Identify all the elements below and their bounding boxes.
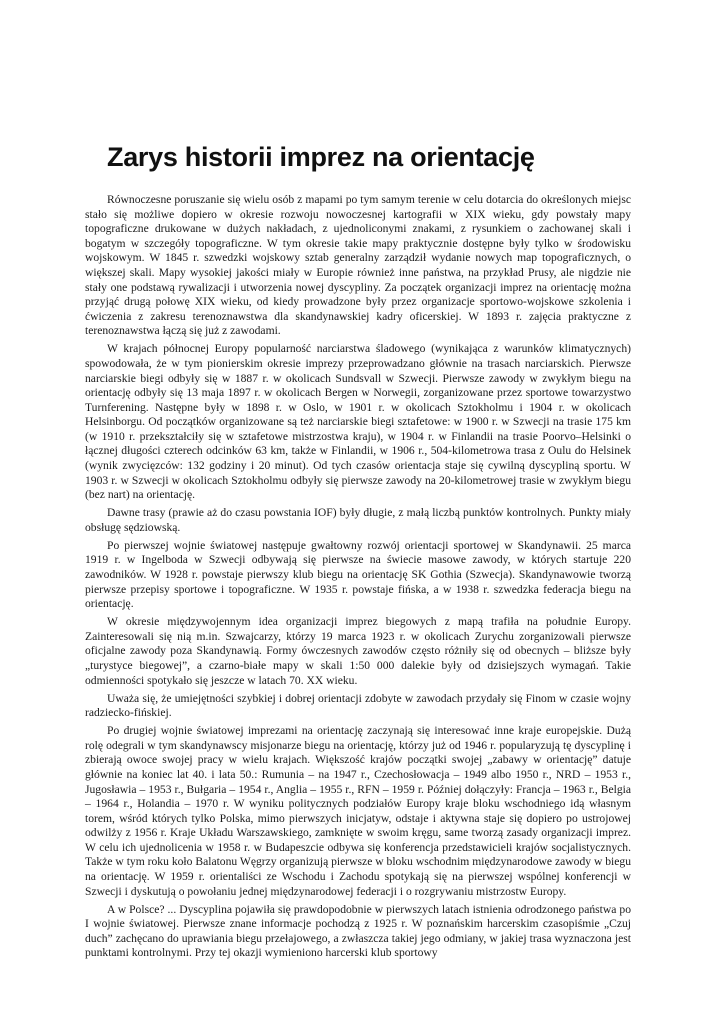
body-paragraph: Równoczesne poruszanie się wielu osób z mapami po tym samym terenie w celu dotarcia do określonych miejsc stało się możliwe dopiero w okresie rozwoju nowoczesnej kartografii w XIX wieku, gdy powstały mapy topograficzne drukowane w dużych nakładach, z ujednoliconymi znakami, z rysunkiem o zachowanej skali i bogatym w szczegóły topograficzne. W tym okresie takie mapy praktycznie dostępne były tylko w środowisku wojskowym. W 1845 r. szwedzki wojskowy sztab generalny zarządził wydanie nowych map topograficznych, o większej skali. Mapy wysokiej jakości miały w Europie również inne państwa, na przykład Prusy, ale nigdzie nie stały one podstawą rywalizacji i utworzenia nowej dyscypliny. Za początek organizacji imprez na orientację można przyjąć drugą połowę XIX wieku, od kiedy prowadzone były przez organizacje sportowo-wojskowe szkolenia i ćwiczenia z zakresu terenoznawstwa dla skandynawskiej kadry oficerskiej. W 1893 r. zajęcia praktyczne z terenoznawstwa łączą się już z zawodami.: [85, 193, 631, 338]
body-paragraph: Po drugiej wojnie światowej imprezami na orientację zaczynają się interesować inne kraje europejskie. Dużą rolę odegrali w tym skandynawscy misjonarze biegu na orientację, którzy już od 1946 r. popularyzują tę dyscyplinę i zbierają owoce swojej pracy w wielu krajach. Większość krajów początki swojej „zabawy w orientację” datuje głównie na koniec lat 40. i lata 50.: Rumunia – na 1947 r., Czechosłowacja – 1949 albo 1950 r., NRD – 1953 r., Jugosławia – 1953 r., Bułgaria – 1954 r., Anglia – 1955 r., RFN – 1959 r. Później dołączyły: Francja – 1963 r., Belgia – 1964 r., Holandia – 1970 r. W wyniku politycznych podziałów Europy kraje bloku wschodniego idą własnym torem, wśród których tylko Polska, mimo pierwszych inicjatyw, odstaje i aktywna staje się dopiero po ustrojowej odwilży z 1956 r. Kraje Układu Warszawskiego, zamknięte w swoim kręgu, same tworzą zasady organizacji imprez. W celu ich ujednolicenia w 1958 r. w Budapeszcie odbywa się konferencja przedstawicieli krajów socjalistycznych. Także w tym roku koło Balatonu Węgrzy organizują pierwsze w bloku wschodnim międzynarodowe zawody w biegu na orientację. W 1959 r. orientaliści ze Wschodu i Zachodu spotykają się na pierwszej wspólnej konferencji w Szwecji i dyskutują o powołaniu jednej międzynarodowej federacji i o rozgrywaniu mistrzostw Europy.: [85, 724, 631, 898]
body-paragraph: A w Polsce? ... Dyscyplina pojawiła się prawdopodobnie w pierwszych latach istnienia odrodzonego państwa po I wojnie światowej. Pierwsze znane informacje pochodzą z 1925 r. W poznańskim harcerskim czasopiśmie „Czuj duch” zachęcano do uprawiania biegu przełajowego, a zwłaszcza takiej jego odmiany, w jakiej trasa wyznaczona jest punktami kontrolnymi. Przy tej okazji wymieniono harcerski klub sportowy: [85, 902, 631, 960]
document-body: [85, 193, 631, 964]
body-paragraph: Po pierwszej wojnie światowej następuje gwałtowny rozwój orientacji sportowej w Skandynawii. 25 marca 1919 r. w Ingelboda w Szwecji odbywają się pierwsze na świecie masowe zawody, w których startuje 220 zawodników. W 1928 r. powstaje pierwszy klub biegu na orientację SK Gothia (Szwecja). Skandynawowie tworzą pierwsze przepisy sportowe i topograficzne. W 1935 r. powstaje fińska, a w 1938 r. szwedzka federacja biegu na orientację.: [85, 538, 631, 611]
page-title: Zarys historii imprez na orientację: [107, 142, 535, 172]
body-paragraph: W okresie międzywojennym idea organizacji imprez biegowych z mapą trafiła na południe Europy. Zainteresowali się nią m.in. Szwajcarzy, którzy 19 marca 1923 r. w okolicach Zurychu zorganizowali pierwsze oficjalne zawody poza Skandynawią. Formy ówczesnych zawodów często różniły się od obecnych – bliższe były „turystyce biegowej”, a czarno-białe mapy w skali 1:50 000 dalekie były od dzisiejszych wymagań. Takie odmienności spotykało się jeszcze w latach 70. XX wieku.: [85, 615, 631, 687]
body-paragraph: Uważa się, że umiejętności szybkiej i dobrej orientacji zdobyte w zawodach przydały się Finom w czasie wojny radziecko-fińskiej.: [85, 691, 631, 720]
body-paragraph: Dawne trasy (prawie aż do czasu powstania IOF) były długie, z małą liczbą punktów kontrolnych. Punkty miały obsługę sędziowską.: [85, 506, 631, 534]
body-paragraph: W krajach północnej Europy popularność narciarstwa śladowego (wynikająca z warunków klimatycznych) spowodowała, że w tym pionierskim okresie imprezy przeprowadzano głównie na trasach narciarskich. Pierwsze narciarskie biegi odbyły się w 1887 r. w okolicach Sundsvall w Szwecji. Pierwsze zawody w zwykłym biegu na orientację odbyły się 13 maja 1897 r. w okolicach Bergen w Norwegii, zorganizowane przez sportowe towarzystwo Turnferening. Następne były w 1898 r. w Oslo, w 1901 r. w okolicach Sztokholmu i 1904 r. w okolicach Helsinborgu. Od początków organizowane są też narciarskie biegi sztafetowe: w 1900 r. w Szwecji na trasie 175 km (w 1910 r. przekształciły się w sztafetowe mistrzostwa kraju), w 1904 r. w Finlandii na trasie Poorvo–Helsinki o łącznej długości czterech odcinków 63 km, także w Finlandii, w 1906 r., 504-kilometrowa trasa z Oulu do Helsinek (wynik zwycięzców: 132 godziny i 20 minut). Od tych czasów orientacja staje się cywilną dyscypliną sportu. W 1903 r. w Szwecji w okolicach Sztokholmu odbyły się pierwsze zawody na 20-kilometrowej trasie w zwykłym biegu (bez nart) na orientację.: [85, 342, 631, 502]
